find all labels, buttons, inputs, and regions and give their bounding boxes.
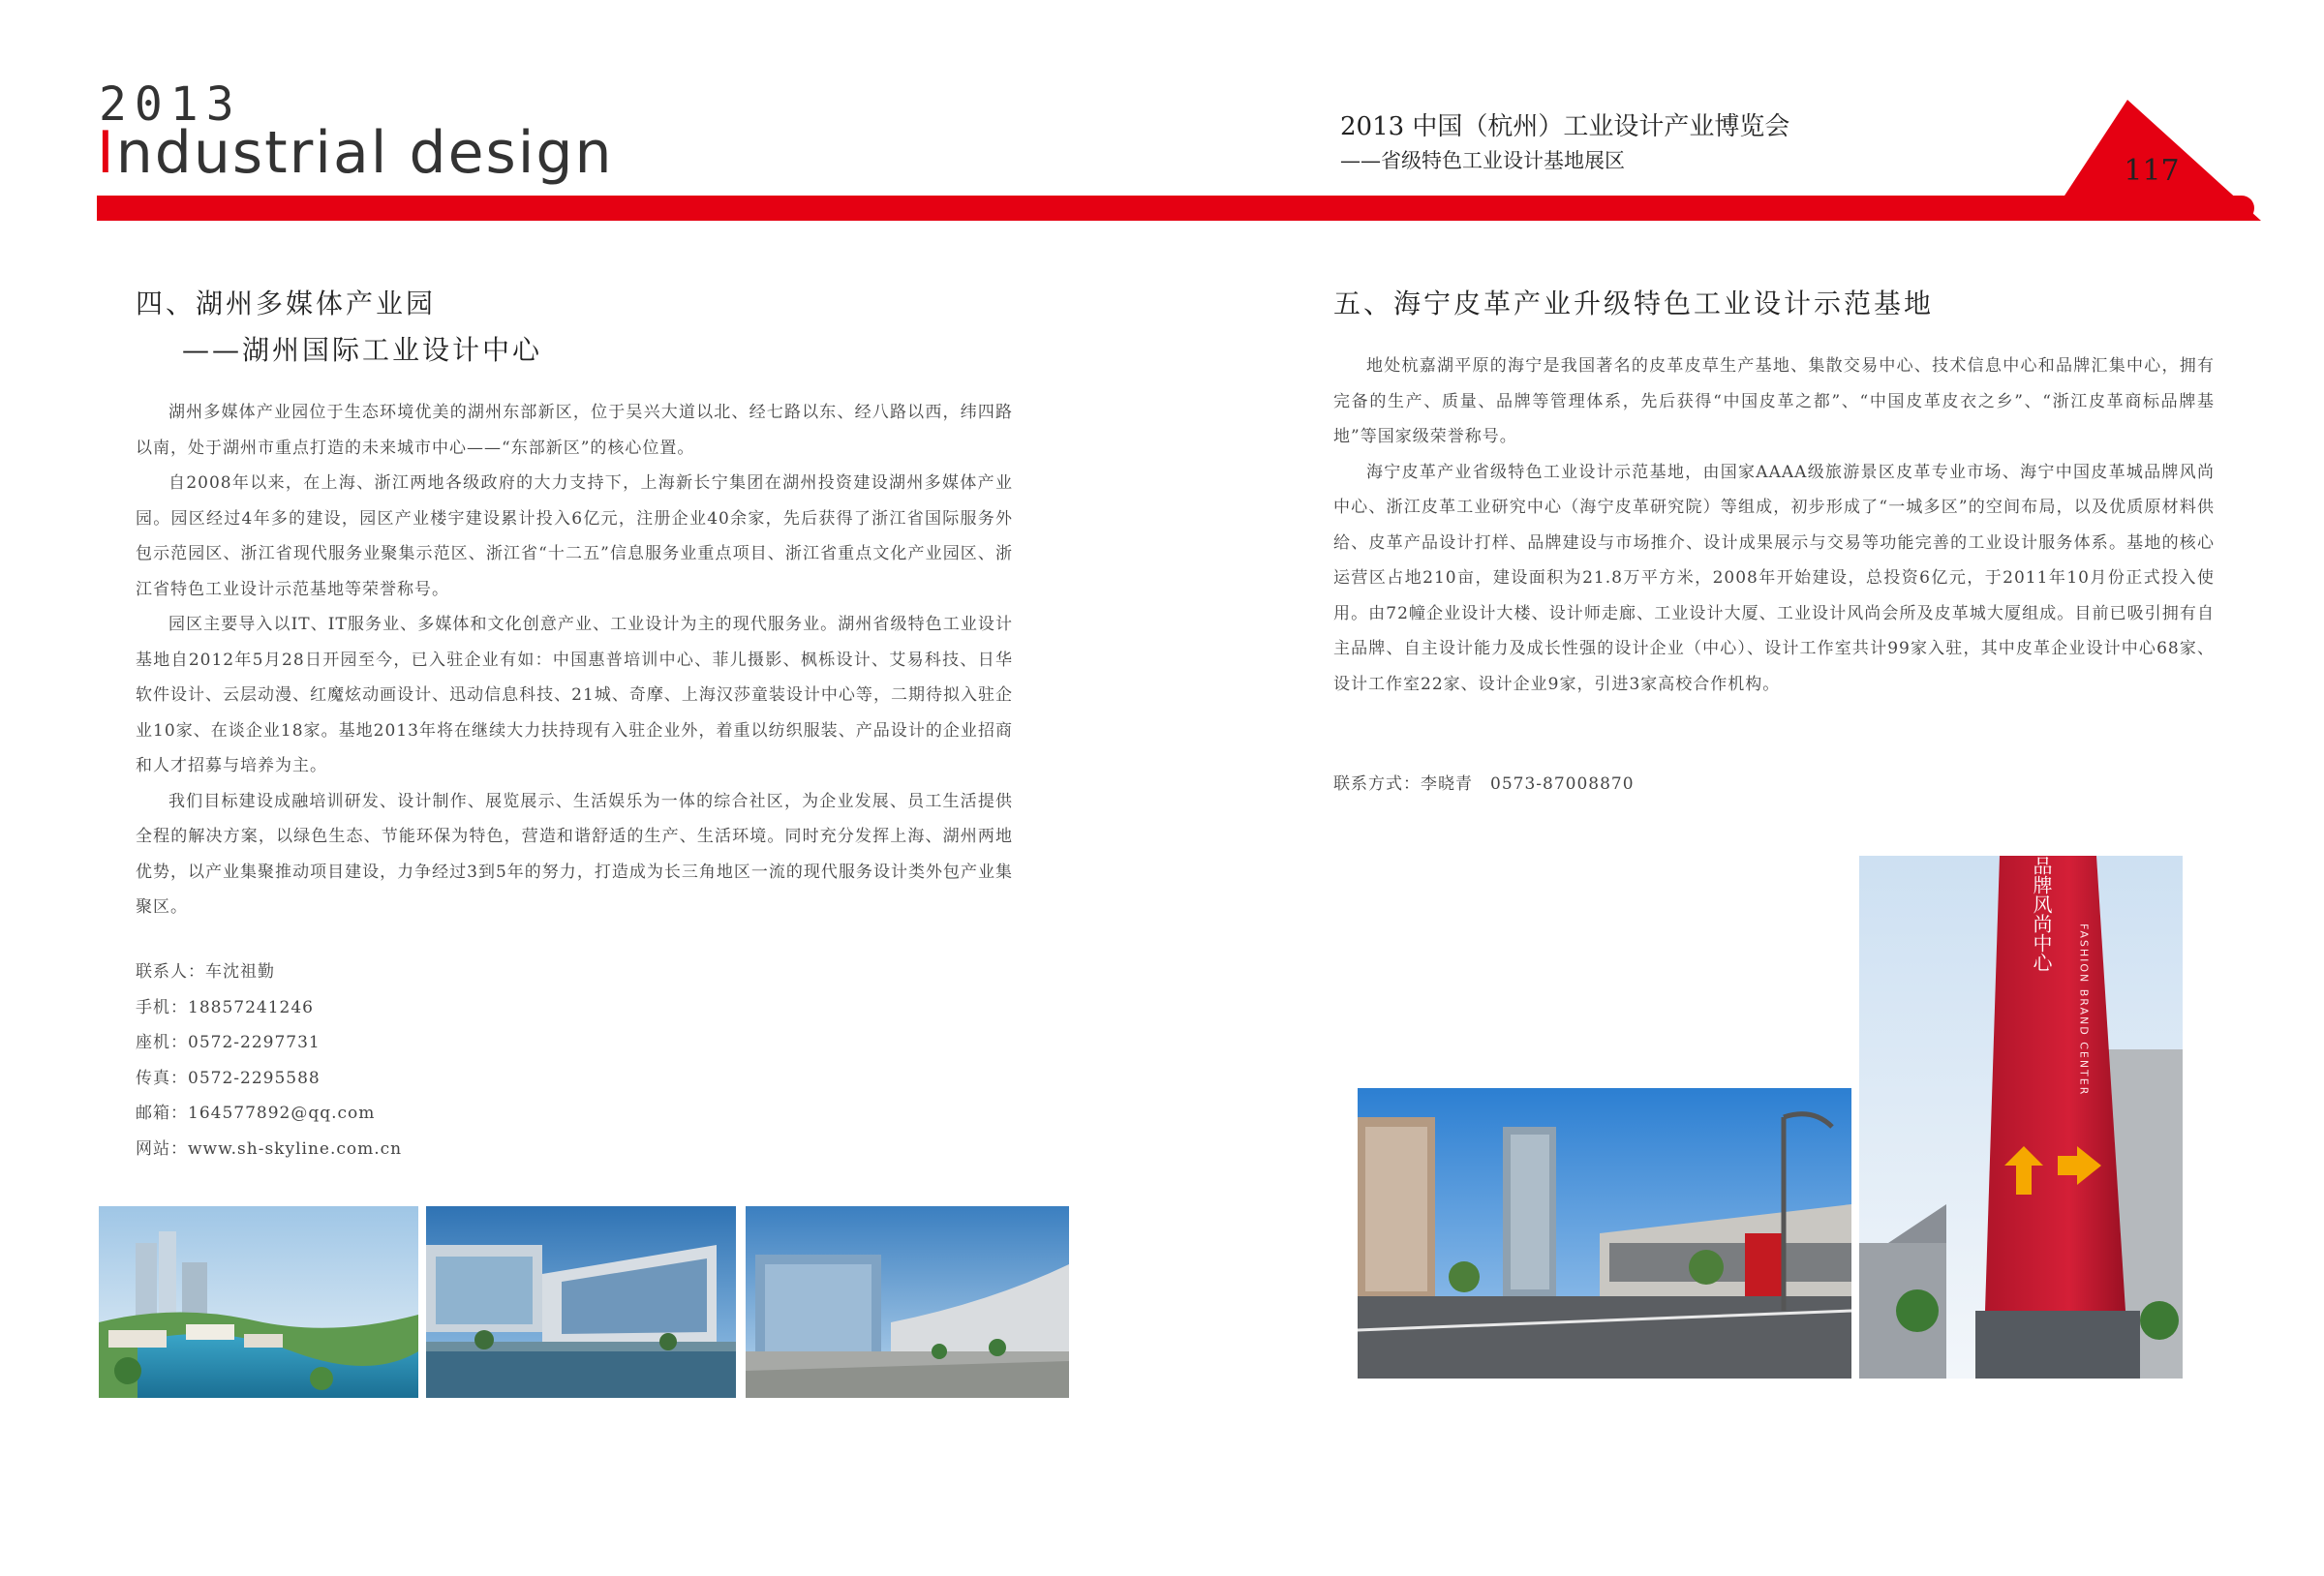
expo-subtitle: ——省级特色工业设计基地展区 bbox=[1340, 149, 1625, 172]
haining-photo-street bbox=[1358, 1088, 1851, 1379]
huzhou-contacts bbox=[136, 955, 402, 1167]
header-red-bar bbox=[97, 196, 2254, 221]
contact-mobile: 手机：18857241246 bbox=[136, 997, 314, 1017]
contact-fax: 传真：0572-2295588 bbox=[136, 1068, 321, 1088]
huzhou-photo-plaza bbox=[746, 1206, 1069, 1398]
expo-title: 2013 中国（杭州）工业设计产业博览会 bbox=[1340, 112, 1790, 141]
haining-photo-sign-tower bbox=[1859, 856, 2183, 1379]
page-number: 117 bbox=[2124, 154, 2180, 188]
header-brand bbox=[97, 119, 614, 187]
contact-person: 联系人：车沈祖勤 bbox=[136, 962, 275, 982]
haining-body bbox=[1333, 349, 2215, 702]
paragraph: 海宁皮革产业省级特色工业设计示范基地，由国家AAAA级旅游景区皮革专业市场、海宁中国皮革城品牌风尚中心、浙江皮革工业研究中心（海宁皮革研究院）等组成，初步形成了“一城多区”的空间布局，以及优质原材料供给、皮革产品设计打样、品牌建设与市场推介、设计成果展示与交易等功能完善的工业设计服务体系。基地的核心运营区占地210亩，建设面积为21.8万平方米，2008年开始建设，总投资6亿元，于2011年10月份正式投入使用。由72幢企业设计大楼、设计师走廊、工业设计大厦、工业设计风尚会所及皮革城大厦组成。目前已吸引拥有自主品牌、自主设计能力及成长性强的设计企业（中心）、设计工作室共计99家入驻，其中皮革企业设计中心68家、设计工作室22家、设计企业9家，引进3家高校合作机构。 bbox=[1333, 462, 2215, 694]
paragraph: 地处杭嘉湖平原的海宁是我国著名的皮革皮草生产基地、集散交易中心、技术信息中心和品牌汇集中心，拥有完备的生产、质量、品牌等管理体系，先后获得“中国皮革之都”、“中国皮革皮衣之乡”、“浙江皮革商标品牌基地”等国家级荣誉称号。 bbox=[1333, 356, 2215, 446]
section-subheading-huzhou: ——湖州国际工业设计中心 bbox=[182, 334, 543, 366]
contact-website: 网站：www.sh-skyline.com.cn bbox=[136, 1138, 403, 1159]
paragraph: 湖州多媒体产业园位于生态环境优美的湖州东部新区，位于吴兴大道以北、经七路以东、经八路以西，纬四路以南，处于湖州市重点打造的未来城市中心——“东部新区”的核心位置。 bbox=[136, 403, 1013, 458]
section-heading-haining: 五、海宁皮革产业升级特色工业设计示范基地 bbox=[1333, 288, 1935, 319]
brand-initial: I bbox=[97, 119, 116, 187]
contact-phone: 座机：0572-2297731 bbox=[136, 1033, 321, 1052]
huzhou-body bbox=[136, 395, 1013, 925]
tower-sign-text: 品牌风尚中心 bbox=[2030, 856, 2053, 972]
header-year: 2013 bbox=[99, 77, 242, 132]
huzhou-photo-building bbox=[426, 1206, 736, 1398]
brand-rest: ndustrial design bbox=[115, 119, 614, 187]
section-heading-huzhou: 四、湖州多媒体产业园 bbox=[136, 288, 437, 319]
huzhou-photo-aerial bbox=[99, 1206, 418, 1398]
paragraph: 园区主要导入以IT、IT服务业、多媒体和文化创意产业、工业设计为主的现代服务业。湖州省级特色工业设计基地自2012年5月28日开园至今，已入驻企业有如：中国惠普培训中心、菲儿摄影、枫栎设计、艾易科技、日华软件设计、云层动漫、红魔炫动画设计、迅动信息科技、21城、奇摩、上海汉莎童装设计中心等，二期待拟入驻企业10家、在谈企业18家。基地2013年将在继续大力扶持现有入驻企业外，着重以纺织服装、产品设计的企业招商和人才招募与培养为主。 bbox=[136, 615, 1013, 775]
haining-contact: 联系方式：李晓青 0573-87008870 bbox=[1333, 774, 1635, 794]
tower-sign-text-en: FASHION BRAND CENTER bbox=[2077, 924, 2091, 1097]
contact-email: 邮箱：164577892@qq.com bbox=[136, 1104, 376, 1123]
paragraph: 我们目标建设成融培训研发、设计制作、展览展示、生活娱乐为一体的综合社区，为企业发展、员工生活提供全程的解决方案，以绿色生态、节能环保为特色，营造和谐舒适的生产、生活环境。同时充分发挥上海、湖州两地优势，以产业集聚推动项目建设，力争经过3到5年的努力，打造成为长三角地区一流的现代服务设计类外包产业集聚区。 bbox=[136, 791, 1013, 917]
paragraph: 自2008年以来，在上海、浙江两地各级政府的大力支持下，上海新长宁集团在湖州投资建设湖州多媒体产业园。园区经过4年多的建设，园区产业楼宇建设累计投入6亿元，注册企业40余家，先后获得了浙江省国际服务外包示范园区、浙江省现代服务业聚集示范区、浙江省“十二五”信息服务业重点项目、浙江省重点文化产业园区、浙江省特色工业设计示范基地等荣誉称号。 bbox=[136, 473, 1013, 599]
